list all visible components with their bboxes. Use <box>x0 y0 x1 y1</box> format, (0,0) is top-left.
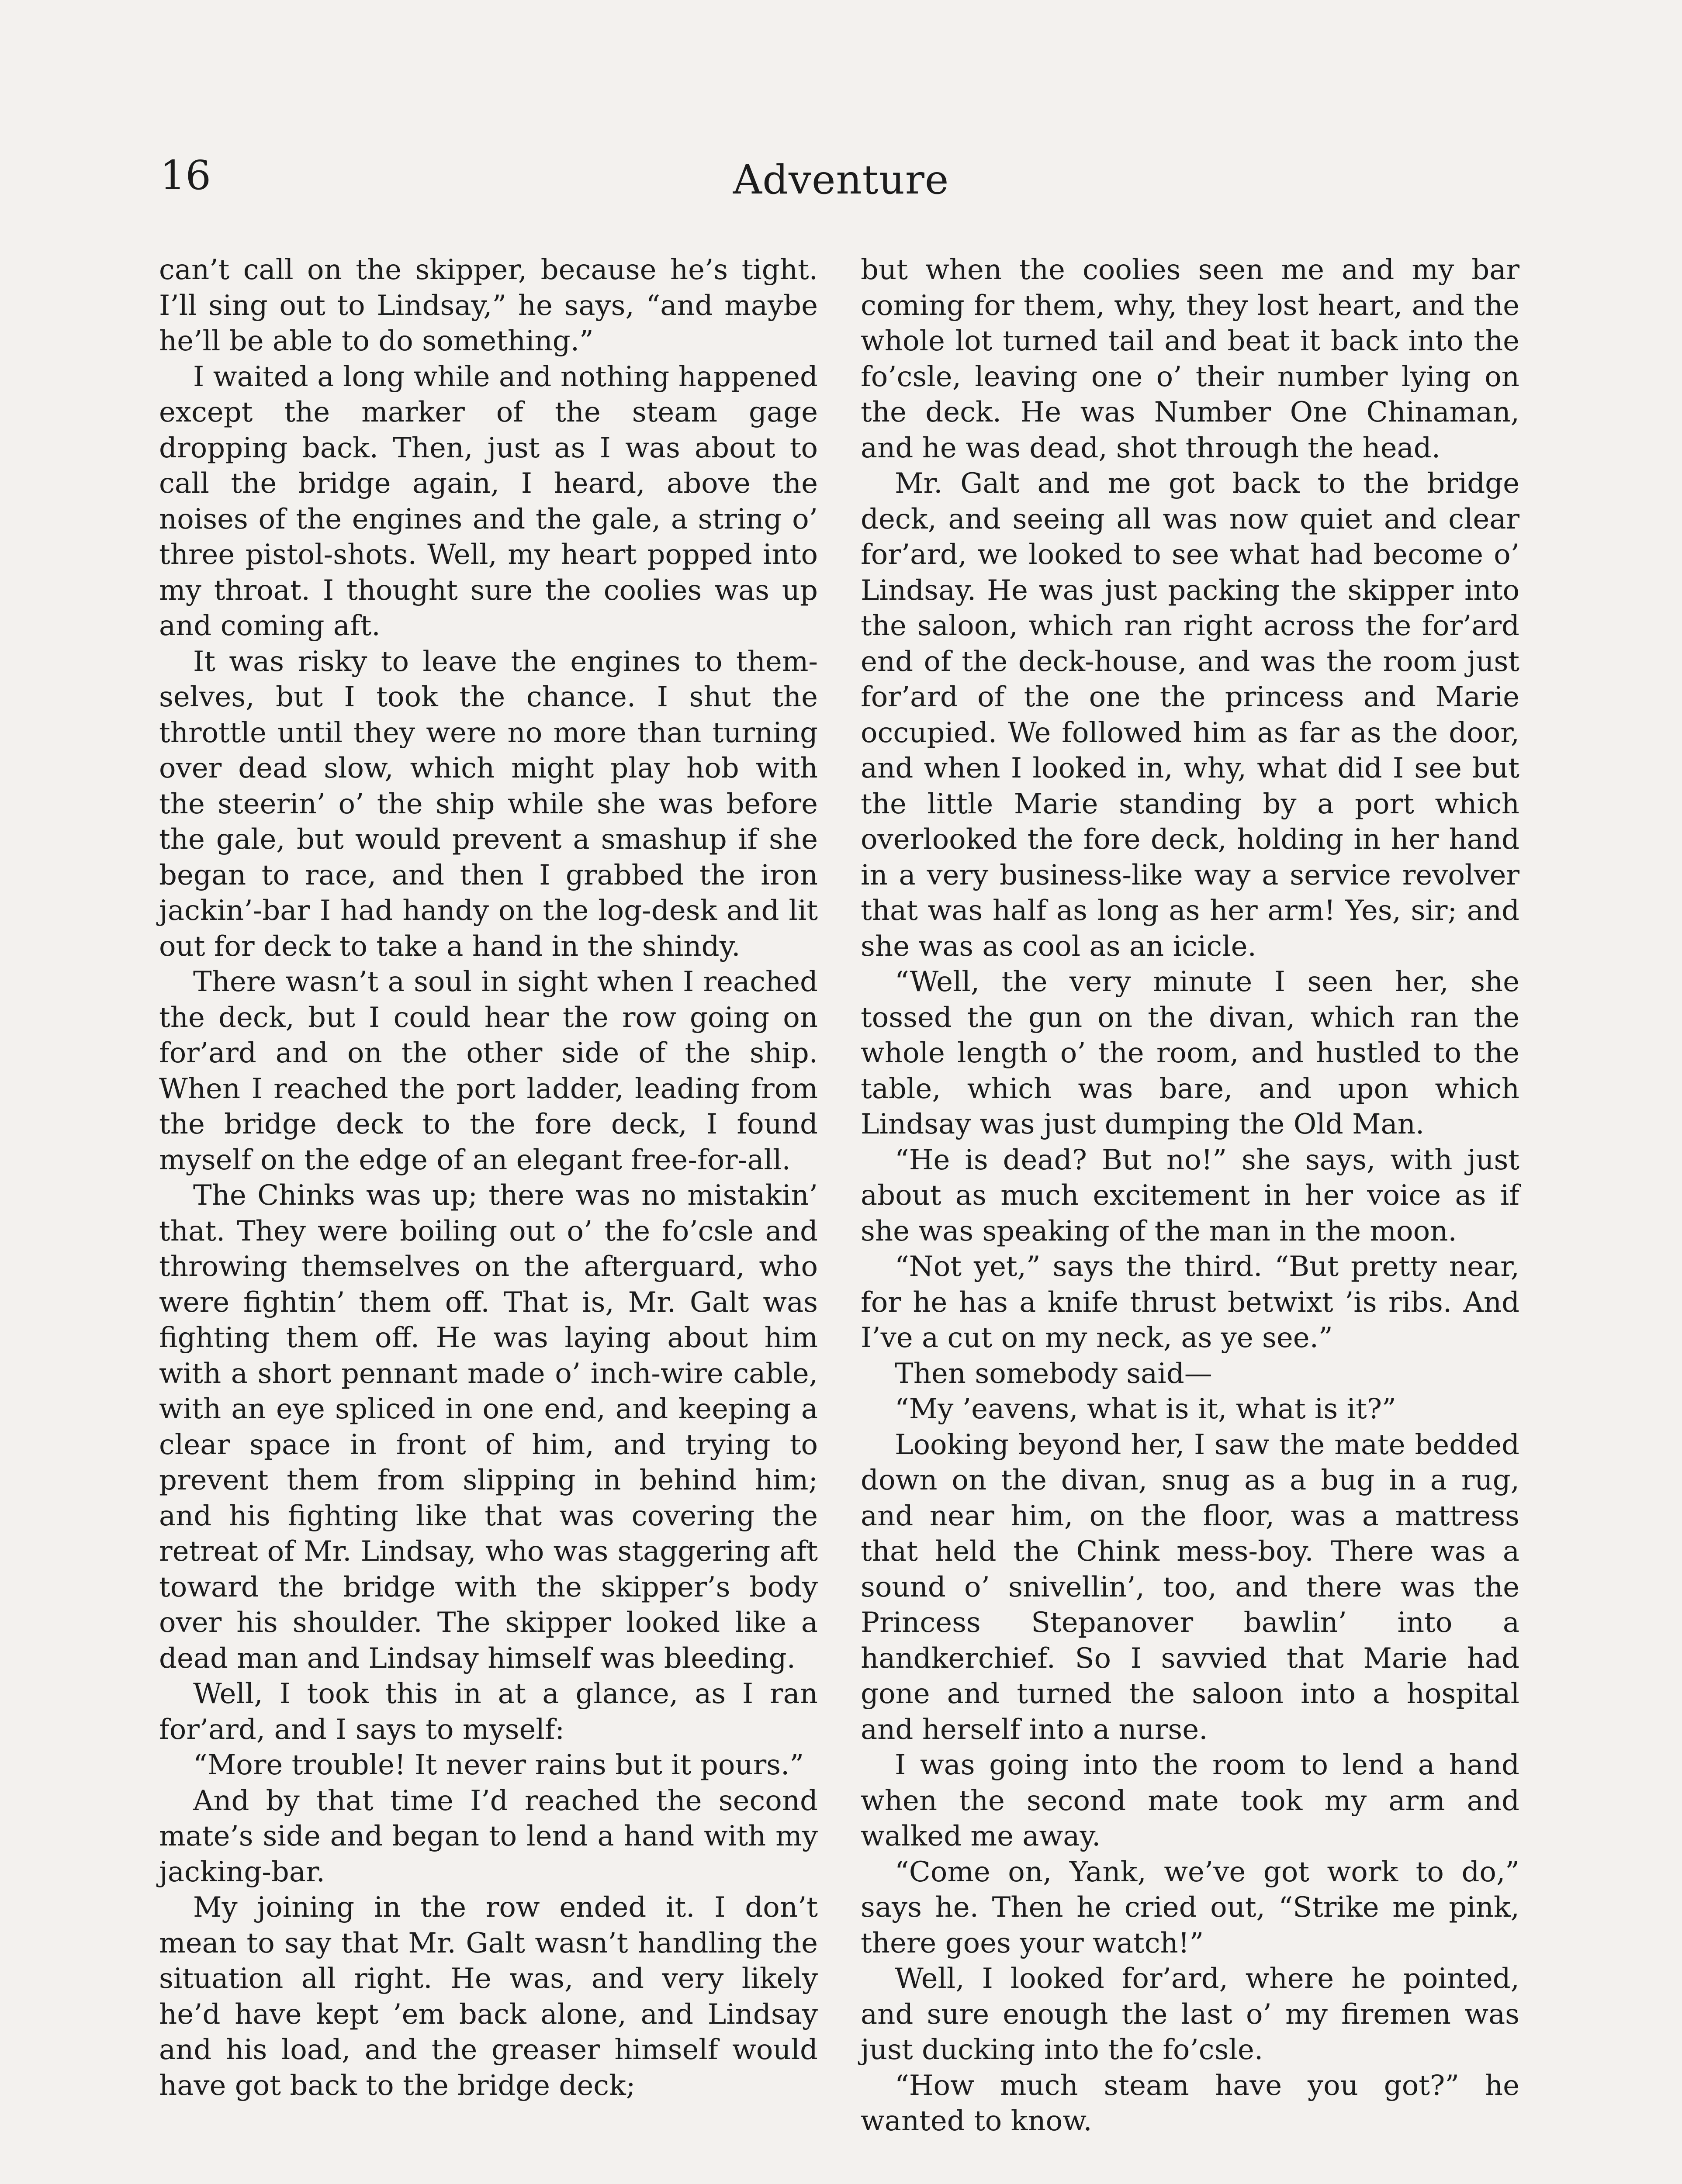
paragraph: “Come on, Yank, we’ve got work to do,” says he. Then he cried out, “Strike me pink, there goes your watch!” <box>861 1856 1519 1959</box>
paragraph: “He is dead? But no!” she says, with just about as much excitement in her voice as if she was speaking of the man in the moon. <box>861 1144 1519 1248</box>
paragraph: “Well, the very minute I seen her, she tossed the gun on the divan, which ran the whole length o’ the room, and hustled to the table, which was bare, and upon which Lindsay was just dumping the Old Man. <box>861 966 1519 1140</box>
paragraph: Well, I took this in at a glance, as I ran for’ard, and I says to myself: <box>159 1678 818 1746</box>
paragraph: Mr. Galt and me got back to the bridge deck, and seeing all was now quiet and clear for’ard, we looked to see what had become o’ Lindsay. He was just packing the skipper into the saloon, which ran right across the for’ard end of the deck-house, and was the room just for’ard of the one the princess and Marie occupied. We followed him as far as the door, and when I looked in, why, what did I see but the little Marie standing by a port which overlooked the fore deck, holding in her hand in a very business-like way a service revolver that was half as long as her arm! Yes, sir; and she was as cool as an icicle. <box>861 467 1519 963</box>
paragraph: “How much steam have you got?” he wanted to know. <box>861 2069 1519 2137</box>
paragraph: but when the coolies seen me and my bar coming for them, why, they lost heart, and the whole lot turned tail and beat it back into the fo’csle, leaving one o’ their number lying on the deck. He was Number One Chinaman, and he was dead, shot through the head. <box>861 254 1519 464</box>
paragraph: “Not yet,” says the third. “But pretty near, for he has a knife thrust betwixt ’is ribs. And I’ve a cut on my neck, as ye see.” <box>861 1251 1519 1354</box>
paragraph: “More trouble! It never rains but it pours.” <box>193 1749 804 1781</box>
left-text-column <box>159 252 818 2104</box>
right-text-column <box>861 252 1519 2139</box>
paragraph: I was going into the room to lend a hand when the second mate took my arm and walked me away. <box>861 1749 1519 1852</box>
paragraph: can’t call on the skipper, because he’s tight. I’ll sing out to Lindsay,” he says, “and maybe he’ll be able to do something.” <box>159 254 818 357</box>
paragraph: There wasn’t a soul in sight when I reached the deck, but I could hear the row going on for’ard and on the other side of the ship. When I reached the port ladder, leading from the bridge deck to the fore deck, I found myself on the edge of an elegant free-for-all. <box>159 966 818 1176</box>
paragraph: Looking beyond her, I saw the mate bedded down on the divan, snug as a bug in a rug, and near him, on the floor, was a mattress that held the Chink mess-boy. There was a sound o’ snivellin’, too, and there was the Princess Stepanover bawlin’ into a handkerchief. So I savvied that Marie had gone and turned the saloon into a hospital and herself into a nurse. <box>861 1428 1519 1746</box>
paragraph: My joining in the row ended it. I don’t mean to say that Mr. Galt wasn’t handling the situation all right. He was, and very likely he’d have kept ’em back alone, and Lindsay and his load, and the greaser himself would have got back to the bridge deck; <box>159 1891 818 2102</box>
paragraph: And by that time I’d reached the second mate’s side and began to lend a hand with my jacking-bar. <box>159 1784 818 1888</box>
paragraph: “My ’eavens, what is it, what is it?” <box>895 1393 1396 1425</box>
page-number: 16 <box>160 152 211 199</box>
paragraph: It was risky to leave the engines to themselves, but I took the chance. I shut the throttle until they were no more than turning over dead slow, which might play hob with the steerin’ o’ the ship while she was before the gale, but would prevent a smashup if she began to race, and then I grabbed the iron jackin’-bar I had handy on the log-desk and lit out for deck to take a hand in the shindy. <box>159 645 818 963</box>
paragraph: Then somebody said— <box>895 1357 1212 1390</box>
paragraph: Well, I looked for’ard, where he pointed, and sure enough the last o’ my firemen was just ducking into the fo’csle. <box>861 1963 1519 2066</box>
paragraph: I waited a long while and nothing happened except the marker of the steam gage dropping back. Then, just as I was about to call the bridge again, I heard, above the noises of the engines and the gale, a string o’ three pistol-shots. Well, my heart popped into my throat. I thought sure the coolies was up and coming aft. <box>159 360 818 642</box>
paragraph: The Chinks was up; there was no mistakin’ that. They were boiling out o’ the fo’csle and throwing themselves on the afterguard, who were fightin’ them off. That is, Mr. Galt was fighting them off. He was laying about him with a short pennant made o’ inch-wire cable, with an eye spliced in one end, and keeping a clear space in front of him, and trying to prevent them from slipping in behind him; and his fighting like that was covering the retreat of Mr. Lindsay, who was staggering aft toward the bridge with the skipper’s body over his shoulder. The skipper looked like a dead man and Lindsay himself was bleeding. <box>159 1179 818 1675</box>
running-head-title: Adventure <box>733 156 949 203</box>
